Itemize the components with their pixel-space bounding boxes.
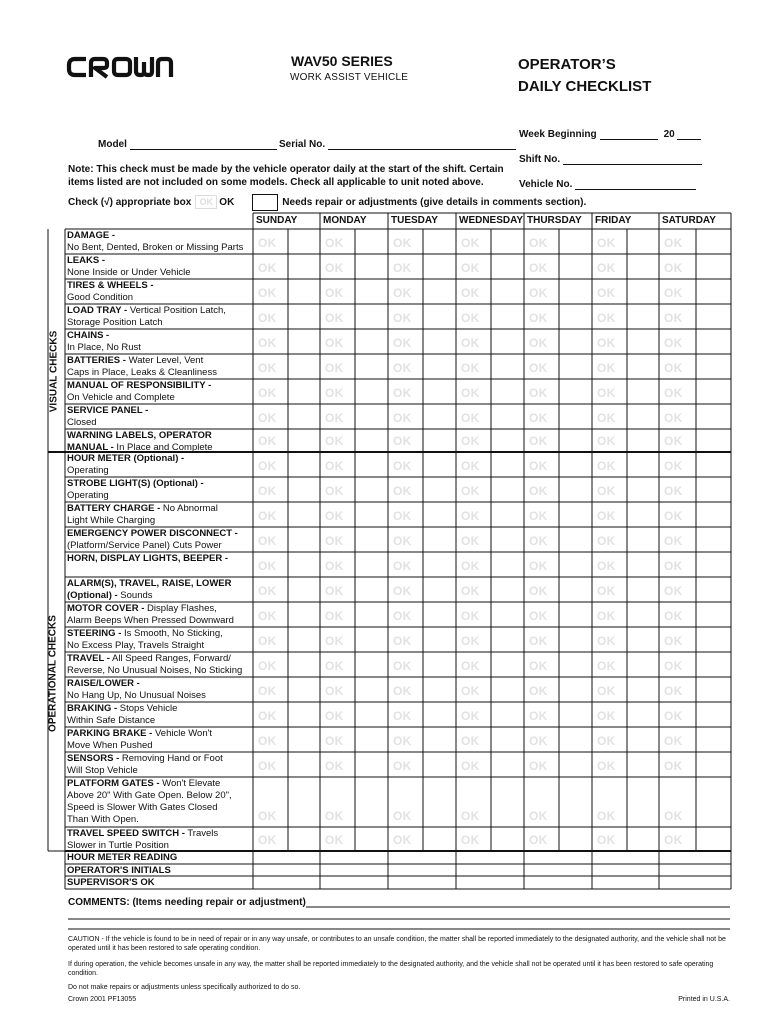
- year-prefix: 20: [663, 129, 675, 140]
- ok-checkbox[interactable]: OK: [461, 434, 480, 448]
- ok-checkbox[interactable]: OK: [597, 759, 616, 773]
- ok-checkbox[interactable]: OK: [664, 534, 683, 548]
- vehicle-label: Vehicle No.: [519, 179, 573, 190]
- ok-checkbox[interactable]: OK: [393, 609, 412, 623]
- form-title-line1: OPERATOR’S: [518, 56, 616, 73]
- visual-checks-label: VISUAL CHECKS: [48, 330, 60, 413]
- ok-checkbox[interactable]: OK: [393, 759, 412, 773]
- ok-checkbox[interactable]: OK: [461, 833, 480, 847]
- ok-checkbox[interactable]: OK: [461, 336, 480, 350]
- check-detail: No Bent, Dented, Broken or Missing Parts: [67, 242, 244, 253]
- check-detail: Reverse, No Unusual Noises, No Sticking: [67, 665, 243, 676]
- legend-ok-box: OK: [195, 195, 217, 209]
- ok-checkbox[interactable]: OK: [529, 434, 548, 448]
- total-row-label: HOUR METER READING: [67, 852, 178, 863]
- ok-checkbox[interactable]: OK: [461, 236, 480, 250]
- ok-checkbox[interactable]: OK: [461, 759, 480, 773]
- check-title: HORN, DISPLAY LIGHTS, BEEPER -: [67, 553, 228, 564]
- check-detail: Speed is Slower With Gates Closed: [67, 802, 218, 813]
- check-title: CHAINS -: [67, 330, 110, 341]
- ok-checkbox[interactable]: OK: [529, 311, 548, 325]
- check-detail: Vertical Position Latch,: [127, 305, 226, 316]
- ok-checkbox[interactable]: OK: [664, 459, 683, 473]
- ok-checkbox[interactable]: OK: [664, 236, 683, 250]
- ok-checkbox[interactable]: OK: [325, 236, 344, 250]
- check-detail: No Excess Play, Travels Straight: [67, 640, 205, 651]
- check-detail: Within Safe Distance: [67, 715, 156, 726]
- ok-checkbox[interactable]: OK: [393, 684, 412, 698]
- ok-checkbox[interactable]: OK: [393, 734, 412, 748]
- ok-checkbox[interactable]: OK: [664, 336, 683, 350]
- ok-checkbox[interactable]: OK: [461, 709, 480, 723]
- ok-checkbox[interactable]: OK: [529, 236, 548, 250]
- ok-checkbox[interactable]: OK: [664, 411, 683, 425]
- ok-checkbox[interactable]: OK: [529, 759, 548, 773]
- check-detail: Vehicle Won't: [152, 728, 213, 739]
- check-title: SENSORS -: [67, 753, 120, 764]
- ok-checkbox[interactable]: OK: [597, 434, 616, 448]
- ok-checkbox[interactable]: OK: [258, 833, 277, 847]
- ok-checkbox[interactable]: OK: [529, 659, 548, 673]
- ok-checkbox[interactable]: OK: [529, 809, 548, 823]
- ok-checkbox[interactable]: OK: [258, 509, 277, 523]
- check-title: STROBE LIGHT(S) (Optional) -: [67, 478, 204, 489]
- ok-checkbox[interactable]: OK: [597, 609, 616, 623]
- ok-checkbox[interactable]: OK: [325, 659, 344, 673]
- ok-checkbox[interactable]: OK: [597, 684, 616, 698]
- ok-checkbox[interactable]: OK: [393, 559, 412, 573]
- ok-checkbox[interactable]: OK: [461, 584, 480, 598]
- check-title: RAISE/LOWER -: [67, 678, 140, 689]
- during-operation-text: If during operation, the vehicle becomes unsafe in any way, the matter shall be reported immediately to the designated authority, and the vehicle shall not be operated until it has been restored to safe operating condition.: [68, 961, 714, 977]
- ok-checkbox[interactable]: OK: [393, 509, 412, 523]
- ok-checkbox[interactable]: OK: [597, 459, 616, 473]
- ok-checkbox[interactable]: OK: [258, 534, 277, 548]
- series-subtitle: WORK ASSIST VEHICLE: [290, 72, 409, 83]
- series-title: WAV50 SERIES: [291, 53, 393, 69]
- ok-checkbox[interactable]: OK: [393, 434, 412, 448]
- ok-checkbox[interactable]: OK: [597, 411, 616, 425]
- legend-repair-text: Needs repair or adjustments (give details in comments section).: [282, 196, 587, 208]
- ok-checkbox[interactable]: OK: [258, 759, 277, 773]
- ok-checkbox[interactable]: OK: [664, 809, 683, 823]
- ok-checkbox[interactable]: OK: [461, 534, 480, 548]
- ok-checkbox[interactable]: OK: [258, 411, 277, 425]
- ok-checkbox[interactable]: OK: [461, 361, 480, 375]
- ok-checkbox[interactable]: OK: [529, 286, 548, 300]
- ok-checkbox[interactable]: OK: [258, 434, 277, 448]
- ok-checkbox[interactable]: OK: [597, 261, 616, 275]
- check-title: TIRES & WHEELS -: [67, 280, 154, 291]
- check-detail: Closed: [67, 417, 97, 428]
- total-row-label: OPERATOR'S INITIALS: [67, 865, 171, 876]
- check-detail: Stops Vehicle: [117, 703, 178, 714]
- ok-checkbox[interactable]: OK: [461, 809, 480, 823]
- ok-checkbox[interactable]: OK: [258, 584, 277, 598]
- ok-checkbox[interactable]: OK: [461, 311, 480, 325]
- ok-checkbox[interactable]: OK: [597, 286, 616, 300]
- check-title: PARKING BRAKE -: [67, 728, 153, 739]
- instruction-note: Note: This check must be made by the vehicle operator daily at the start of the shift. Certain items listed are not included on some models. Check all applicable to unit noted above.: [68, 164, 504, 188]
- day-header-saturday: SATURDAY: [662, 215, 716, 226]
- day-header-sunday: SUNDAY: [256, 215, 298, 226]
- ok-checkbox[interactable]: OK: [529, 361, 548, 375]
- check-title: BATTERIES -: [67, 355, 126, 366]
- check-detail: Slower in Turtle Position: [67, 840, 169, 851]
- ok-checkbox[interactable]: OK: [597, 659, 616, 673]
- ok-checkbox[interactable]: OK: [258, 609, 277, 623]
- ok-checkbox[interactable]: OK: [664, 484, 683, 498]
- check-detail: No Abnormal: [160, 503, 218, 514]
- check-title: BRAKING -: [67, 703, 118, 714]
- ok-checkbox[interactable]: OK: [393, 386, 412, 400]
- ok-checkbox[interactable]: OK: [258, 484, 277, 498]
- shift-label: Shift No.: [519, 154, 561, 165]
- ok-checkbox[interactable]: OK: [258, 459, 277, 473]
- ok-checkbox[interactable]: OK: [393, 459, 412, 473]
- ok-checkbox[interactable]: OK: [258, 684, 277, 698]
- ok-checkbox[interactable]: OK: [597, 336, 616, 350]
- check-detail: Will Stop Vehicle: [67, 765, 138, 776]
- check-detail: Display Flashes,: [144, 603, 217, 614]
- ok-checkbox[interactable]: OK: [461, 261, 480, 275]
- ok-checkbox[interactable]: OK: [529, 534, 548, 548]
- week-label: Week Beginning: [519, 129, 597, 140]
- ok-checkbox[interactable]: OK: [597, 709, 616, 723]
- ok-checkbox[interactable]: OK: [529, 484, 548, 498]
- ok-checkbox[interactable]: OK: [597, 236, 616, 250]
- ok-checkbox[interactable]: OK: [325, 336, 344, 350]
- check-detail: On Vehicle and Complete: [67, 392, 175, 403]
- ok-checkbox[interactable]: OK: [258, 634, 277, 648]
- no-repairs-text: Do not make repairs or adjustments unless specifically authorized to do so.: [68, 984, 301, 991]
- check-title: HOUR METER (Optional) -: [67, 453, 185, 464]
- check-detail: Move When Pushed: [67, 740, 153, 751]
- check-detail: All Speed Ranges, Forward/: [109, 653, 231, 664]
- ok-checkbox[interactable]: OK: [325, 484, 344, 498]
- ok-checkbox[interactable]: OK: [325, 634, 344, 648]
- ok-checkbox[interactable]: OK: [664, 559, 683, 573]
- check-detail: Removing Hand or Foot: [119, 753, 223, 764]
- ok-checkbox[interactable]: OK: [393, 484, 412, 498]
- ok-checkbox[interactable]: OK: [461, 559, 480, 573]
- ok-checkbox[interactable]: OK: [393, 311, 412, 325]
- ok-checkbox[interactable]: OK: [597, 311, 616, 325]
- check-detail: In Place, No Rust: [67, 342, 141, 353]
- check-detail: Than With Open.: [67, 814, 139, 825]
- ok-checkbox[interactable]: OK: [258, 361, 277, 375]
- operational-checks-label: OPERATIONAL CHECKS: [47, 615, 59, 732]
- model-label: Model: [98, 139, 127, 150]
- day-header-thursday: THURSDAY: [527, 215, 582, 226]
- ok-checkbox[interactable]: OK: [529, 559, 548, 573]
- ok-checkbox[interactable]: OK: [258, 261, 277, 275]
- ok-checkbox[interactable]: OK: [325, 509, 344, 523]
- check-detail: (Platform/Service Panel) Cuts Power: [67, 540, 222, 551]
- comments-label: COMMENTS: (Items needing repair or adjustment): [68, 897, 306, 908]
- day-header-monday: MONDAY: [323, 215, 367, 226]
- ok-checkbox[interactable]: OK: [325, 311, 344, 325]
- ok-checkbox[interactable]: OK: [529, 459, 548, 473]
- ok-checkbox[interactable]: OK: [664, 634, 683, 648]
- ok-checkbox[interactable]: OK: [325, 584, 344, 598]
- ok-checkbox[interactable]: OK: [664, 311, 683, 325]
- ok-checkbox[interactable]: OK: [258, 336, 277, 350]
- ok-checkbox[interactable]: OK: [597, 534, 616, 548]
- ok-checkbox[interactable]: OK: [325, 559, 344, 573]
- ok-checkbox[interactable]: OK: [664, 509, 683, 523]
- check-detail: Won't Elevate: [159, 778, 221, 789]
- check-title: LOAD TRAY -: [67, 305, 128, 316]
- legend-ok-text: OK: [219, 196, 235, 208]
- ok-checkbox[interactable]: OK: [461, 684, 480, 698]
- ok-checkbox[interactable]: OK: [664, 361, 683, 375]
- check-title: MOTOR COVER -: [67, 603, 145, 614]
- ok-checkbox[interactable]: OK: [325, 261, 344, 275]
- ok-checkbox[interactable]: OK: [664, 759, 683, 773]
- ok-checkbox[interactable]: OK: [597, 809, 616, 823]
- ok-checkbox[interactable]: OK: [325, 833, 344, 847]
- ok-checkbox[interactable]: OK: [393, 833, 412, 847]
- caution-text: CAUTION - If the vehicle is found to be in need of repair or in any way unsafe, or contributes to an unsafe condition, the matter shall be reported immediately to the designated authority, and the vehicle shall not be operated until it has been restored to safe operating condition.: [68, 936, 726, 952]
- check-title: EMERGENCY POWER DISCONNECT -: [67, 528, 238, 539]
- check-detail: Water Level, Vent: [125, 355, 204, 366]
- ok-checkbox[interactable]: OK: [393, 659, 412, 673]
- printed-in: Printed in U.S.A.: [678, 996, 730, 1003]
- day-header-tuesday: TUESDAY: [391, 215, 438, 226]
- check-title: LEAKS -: [67, 255, 105, 266]
- ok-checkbox[interactable]: OK: [325, 361, 344, 375]
- ok-checkbox[interactable]: OK: [529, 634, 548, 648]
- ok-checkbox[interactable]: OK: [664, 709, 683, 723]
- ok-checkbox[interactable]: OK: [258, 709, 277, 723]
- check-title: BATTERY CHARGE -: [67, 503, 161, 514]
- ok-checkbox[interactable]: OK: [597, 584, 616, 598]
- ok-checkbox[interactable]: OK: [461, 411, 480, 425]
- ok-checkbox[interactable]: OK: [461, 484, 480, 498]
- ok-checkbox[interactable]: OK: [325, 434, 344, 448]
- ok-checkbox[interactable]: OK: [664, 584, 683, 598]
- ok-checkbox[interactable]: OK: [664, 609, 683, 623]
- form-code: Crown 2001 PF13055: [68, 996, 137, 1003]
- ok-checkbox[interactable]: OK: [597, 361, 616, 375]
- check-detail: Alarm Beeps When Pressed Downward: [67, 615, 234, 626]
- ok-checkbox[interactable]: OK: [325, 759, 344, 773]
- check-detail: Storage Position Latch: [67, 317, 163, 328]
- ok-checkbox[interactable]: OK: [393, 236, 412, 250]
- check-detail: Good Condition: [67, 292, 134, 303]
- check-detail: Operating: [67, 465, 109, 476]
- form-title-line2: DAILY CHECKLIST: [518, 78, 652, 95]
- ok-checkbox[interactable]: OK: [258, 734, 277, 748]
- ok-checkbox[interactable]: OK: [461, 609, 480, 623]
- ok-checkbox[interactable]: OK: [258, 659, 277, 673]
- ok-checkbox[interactable]: OK: [258, 311, 277, 325]
- ok-checkbox[interactable]: OK: [393, 336, 412, 350]
- ok-checkbox[interactable]: OK: [461, 286, 480, 300]
- ok-checkbox[interactable]: OK: [597, 386, 616, 400]
- ok-checkbox[interactable]: OK: [325, 534, 344, 548]
- check-title: TRAVEL -: [67, 653, 110, 664]
- check-title: TRAVEL SPEED SWITCH -: [67, 828, 185, 839]
- check-detail: Light While Charging: [67, 515, 156, 526]
- check-title: WARNING LABELS, OPERATOR: [67, 430, 212, 441]
- ok-checkbox[interactable]: OK: [597, 634, 616, 648]
- ok-checkbox[interactable]: OK: [664, 659, 683, 673]
- serial-label: Serial No.: [279, 139, 326, 150]
- ok-checkbox[interactable]: OK: [258, 559, 277, 573]
- check-title: PLATFORM GATES -: [67, 778, 160, 789]
- ok-checkbox[interactable]: OK: [393, 809, 412, 823]
- ok-checkbox[interactable]: OK: [393, 411, 412, 425]
- day-header-friday: FRIDAY: [595, 215, 632, 226]
- check-detail: Operating: [67, 490, 109, 501]
- ok-checkbox[interactable]: OK: [529, 833, 548, 847]
- check-title: STEERING -: [67, 628, 122, 639]
- check-detail: Travels: [184, 828, 219, 839]
- ok-checkbox[interactable]: OK: [529, 584, 548, 598]
- ok-checkbox[interactable]: OK: [325, 809, 344, 823]
- ok-checkbox[interactable]: OK: [461, 509, 480, 523]
- ok-checkbox[interactable]: OK: [597, 833, 616, 847]
- ok-checkbox[interactable]: OK: [461, 659, 480, 673]
- ok-checkbox[interactable]: OK: [393, 634, 412, 648]
- ok-checkbox[interactable]: OK: [325, 609, 344, 623]
- ok-checkbox[interactable]: OK: [258, 809, 277, 823]
- check-detail: None Inside or Under Vehicle: [67, 267, 191, 278]
- ok-checkbox[interactable]: OK: [461, 459, 480, 473]
- ok-checkbox[interactable]: OK: [258, 386, 277, 400]
- ok-checkbox[interactable]: OK: [664, 734, 683, 748]
- ok-checkbox[interactable]: OK: [597, 559, 616, 573]
- check-title: DAMAGE -: [67, 230, 116, 241]
- ok-checkbox[interactable]: OK: [393, 261, 412, 275]
- ok-checkbox[interactable]: OK: [529, 509, 548, 523]
- ok-checkbox[interactable]: OK: [325, 709, 344, 723]
- ok-checkbox[interactable]: OK: [664, 261, 683, 275]
- ok-checkbox[interactable]: OK: [664, 434, 683, 448]
- ok-checkbox[interactable]: OK: [529, 609, 548, 623]
- ok-checkbox[interactable]: OK: [258, 286, 277, 300]
- ok-checkbox[interactable]: OK: [258, 236, 277, 250]
- ok-checkbox[interactable]: OK: [393, 709, 412, 723]
- ok-checkbox[interactable]: OK: [664, 833, 683, 847]
- check-detail: Caps in Place, Leaks & Cleanliness: [67, 367, 217, 378]
- check-detail: No Hang Up, No Unusual Noises: [67, 690, 206, 701]
- ok-checkbox[interactable]: OK: [529, 261, 548, 275]
- ok-checkbox[interactable]: OK: [393, 534, 412, 548]
- check-detail: (Optional) - Sounds: [67, 590, 153, 601]
- ok-checkbox[interactable]: OK: [664, 286, 683, 300]
- ok-checkbox[interactable]: OK: [529, 411, 548, 425]
- ok-checkbox[interactable]: OK: [597, 484, 616, 498]
- ok-checkbox[interactable]: OK: [393, 584, 412, 598]
- ok-checkbox[interactable]: OK: [529, 386, 548, 400]
- ok-checkbox[interactable]: OK: [461, 634, 480, 648]
- check-detail: MANUAL - In Place and Complete: [67, 442, 213, 452]
- ok-checkbox[interactable]: OK: [461, 386, 480, 400]
- ok-checkbox[interactable]: OK: [325, 411, 344, 425]
- ok-checkbox[interactable]: OK: [325, 386, 344, 400]
- ok-checkbox[interactable]: OK: [325, 286, 344, 300]
- check-detail: Is Smooth, No Sticking,: [121, 628, 223, 639]
- check-title: SERVICE PANEL -: [67, 405, 149, 416]
- ok-checkbox[interactable]: OK: [325, 684, 344, 698]
- ok-checkbox[interactable]: OK: [664, 684, 683, 698]
- ok-checkbox[interactable]: OK: [461, 734, 480, 748]
- ok-checkbox[interactable]: OK: [664, 386, 683, 400]
- ok-checkbox[interactable]: OK: [325, 459, 344, 473]
- ok-checkbox[interactable]: OK: [393, 361, 412, 375]
- check-title: ALARM(S), TRAVEL, RAISE, LOWER: [67, 578, 232, 589]
- ok-checkbox[interactable]: OK: [529, 709, 548, 723]
- ok-checkbox[interactable]: OK: [393, 286, 412, 300]
- ok-checkbox[interactable]: OK: [529, 336, 548, 350]
- ok-checkbox[interactable]: OK: [597, 734, 616, 748]
- ok-checkbox[interactable]: OK: [529, 734, 548, 748]
- legend-check-text: Check (√) appropriate box: [68, 196, 192, 208]
- ok-checkbox[interactable]: OK: [597, 509, 616, 523]
- check-title: MANUAL OF RESPONSIBILITY -: [67, 380, 212, 391]
- total-row-label: SUPERVISOR'S OK: [67, 877, 155, 888]
- check-detail: Above 20" With Gate Open. Below 20",: [67, 790, 232, 801]
- ok-checkbox[interactable]: OK: [529, 684, 548, 698]
- day-header-wednesday: WEDNESDAY: [459, 215, 524, 226]
- ok-checkbox[interactable]: OK: [325, 734, 344, 748]
